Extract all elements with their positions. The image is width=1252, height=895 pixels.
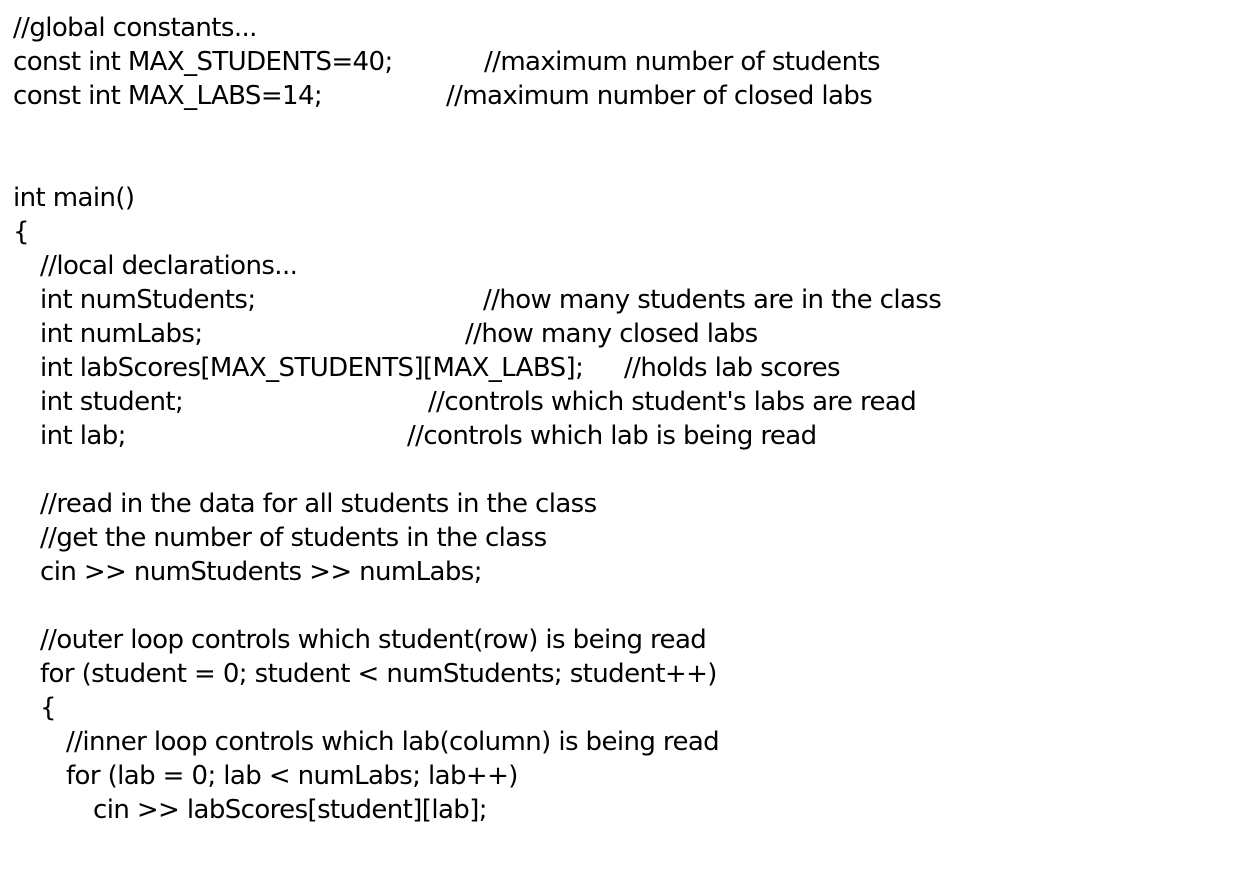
code-line [0,759,518,793]
code-comment: //controls which student's labs are read [428,387,917,417]
code-text: const int MAX_LABS=14; [13,81,323,111]
code-text: //inner loop controls which lab(column) is being read [66,727,720,757]
code-text: int main() [13,183,135,213]
code-comment: //holds lab scores [624,353,840,383]
code-text: for (lab = 0; lab < numLabs; lab++) [66,761,518,791]
code-text: const int MAX_STUDENTS=40; [13,47,393,77]
code-comment: //how many closed labs [465,319,758,349]
code-line [0,521,547,555]
code-text: int lab; [40,421,126,451]
code-line [0,419,817,453]
code-line [0,45,880,79]
code-text: { [40,693,56,723]
code-comment: //maximum number of students [484,47,880,77]
code-line [0,657,717,691]
code-line [0,725,720,759]
code-line [0,283,942,317]
code-text: for (student = 0; student < numStudents; student++) [40,659,717,689]
code-text: int numStudents; [40,285,256,315]
code-line [0,181,135,215]
code-comment: //how many students are in the class [483,285,942,315]
code-text: //get the number of students in the class [40,523,547,553]
code-text: //read in the data for all students in the class [40,489,597,519]
code-text: int student; [40,387,184,417]
code-text: cin >> numStudents >> numLabs; [40,557,482,587]
code-line [0,385,917,419]
code-line [0,249,298,283]
code-comment: //controls which lab is being read [407,421,817,451]
code-line [0,487,597,521]
code-text: int labScores[MAX_STUDENTS][MAX_LABS]; [40,353,584,383]
code-line [0,555,482,589]
code-text: //outer loop controls which student(row) is being read [40,625,707,655]
code-line [0,215,31,249]
code-line [0,317,758,351]
code-text: int numLabs; [40,319,203,349]
code-text: cin >> labScores[student][lab]; [93,795,487,825]
code-line [0,351,840,385]
code-text: //local declarations... [40,251,298,281]
code-line [0,793,487,827]
code-text: { [13,217,29,247]
code-line [0,623,707,657]
code-text: //global constants... [13,13,257,43]
code-comment: //maximum number of closed labs [446,81,873,111]
code-line [0,79,873,113]
code-line [0,691,56,725]
code-line [0,11,257,45]
